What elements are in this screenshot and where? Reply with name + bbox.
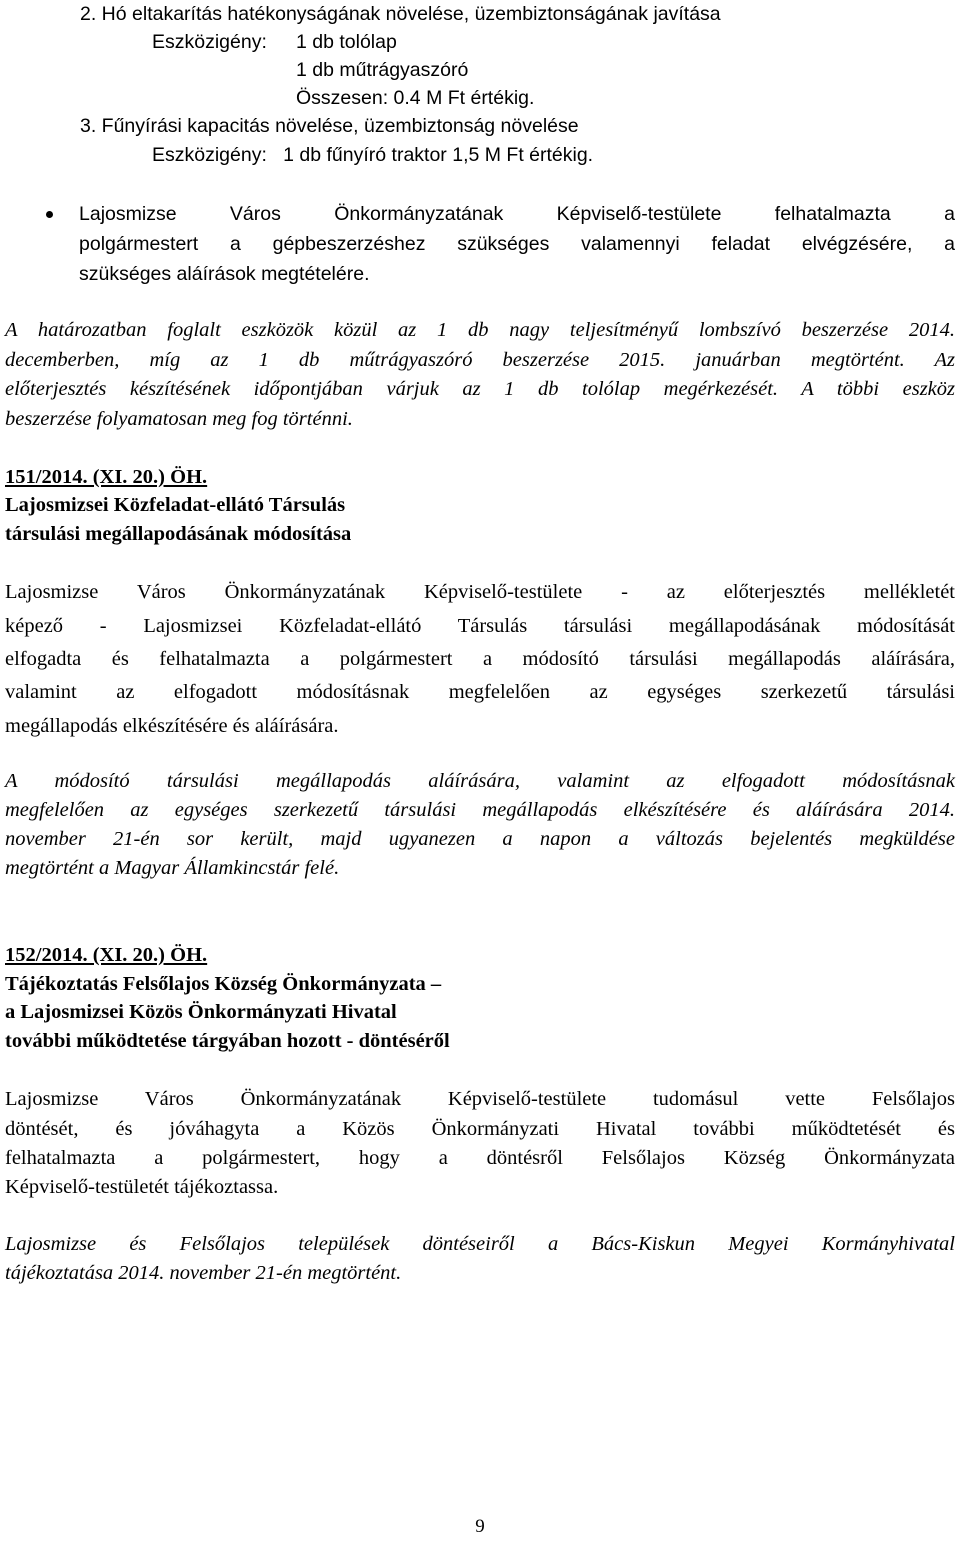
bullet-line-1: Lajosmizse Város Önkormányzatának Képviselő-testülete felhatalmazta a [79, 203, 955, 225]
note1-line-2: decemberben, míg az 1 db műtrágyaszóró beszerzése 2015. januárban megtörtént. Az [5, 349, 955, 371]
item2-need-label: Eszközigény: [152, 31, 267, 53]
note1-line-3: előterjesztés készítésének időpontjában várjuk az 1 db tolólap megérkezését. A többi eszköz [5, 378, 955, 400]
note1-line-4: beszerzése folyamatosan meg fog történni. [5, 408, 353, 430]
resolution-151-title-2: társulási megállapodásának módosítása [5, 523, 352, 545]
resolution-151-body-4: valamint az elfogadott módosításnak megfelelően az egységes szerkezetű társulási [5, 681, 955, 703]
resolution-152-body-3: felhatalmazta a polgármestert, hogy a döntésről Felsőlajos Község Önkormányzata [5, 1147, 955, 1169]
resolution-152-title-1: Tájékoztatás Felsőlajos Község Önkormányzata – [5, 973, 442, 995]
item2-title: 2. Hó eltakarítás hatékonyságának növelése, üzembiztonságának javítása [80, 3, 721, 25]
resolution-152-title-3: további működtetése tárgyában hozott - döntéséről [5, 1030, 450, 1052]
resolution-152-note-1: Lajosmizse és Felsőlajos települések döntéseiről a Bács-Kiskun Megyei Kormányhivatal [5, 1233, 955, 1255]
resolution-151-note-2: megfelelően az egységes szerkezetű társulási megállapodás elkészítésére és aláírására 2014. [5, 799, 955, 821]
resolution-152-body-4: Képviselő-testületét tájékoztassa. [5, 1176, 279, 1198]
resolution-151-note-1: A módosító társulási megállapodás aláírására, valamint az elfogadott módosításnak [5, 770, 955, 792]
resolution-152-note-2: tájékoztatása 2014. november 21-én megtörtént. [5, 1262, 402, 1284]
resolution-151-body-5: megállapodás elkészítésére és aláírására. [5, 715, 339, 737]
resolution-151-body-1: Lajosmizse Város Önkormányzatának Képviselő-testülete - az előterjesztés mellékletét [5, 581, 955, 603]
resolution-151-number: 151/2014. (XI. 20.) ÖH. [5, 466, 208, 488]
bullet-icon [46, 211, 53, 218]
resolution-152-body-1: Lajosmizse Város Önkormányzatának Képviselő-testülete tudomásul vette Felsőlajos [5, 1088, 955, 1110]
item2-need-2: 1 db műtrágyaszóró [296, 59, 469, 81]
resolution-151-title-1: Lajosmizsei Közfeladat-ellátó Társulás [5, 494, 346, 516]
resolution-152-title-2: a Lajosmizsei Közös Önkormányzati Hivatal [5, 1001, 397, 1023]
resolution-151-note-3: november 21-én sor került, majd ugyanezen a napon a változás bejelentés megküldése [5, 828, 955, 850]
note1-line-1: A határozatban foglalt eszközök közül az 1 db nagy teljesítményű lombszívó beszerzése 2014. [5, 319, 955, 341]
resolution-151-body-3: elfogadta és felhatalmazta a polgármestert a módosító társulási megállapodás aláírására, [5, 648, 955, 670]
item2-total: Összesen: 0.4 M Ft értékig. [296, 87, 535, 109]
item3-need: Eszközigény: 1 db fűnyíró traktor 1,5 M Ft értékig. [152, 144, 594, 166]
resolution-152-number: 152/2014. (XI. 20.) ÖH. [5, 944, 208, 966]
page-number: 9 [475, 1516, 485, 1537]
resolution-151-note-4: megtörtént a Magyar Államkincstár felé. [5, 857, 340, 879]
item2-need-1: 1 db tolólap [296, 31, 397, 53]
item3-title: 3. Fűnyírási kapacitás növelése, üzembiztonság növelése [80, 115, 579, 137]
resolution-151-body-2: képező - Lajosmizsei Közfeladat-ellátó Társulás társulási megállapodásának módosítását [5, 615, 955, 637]
bullet-line-2: polgármestert a gépbeszerzéshez szükséges valamennyi feladat elvégzésére, a [79, 233, 955, 255]
bullet-line-3: szükséges aláírások megtételére. [79, 263, 370, 285]
resolution-152-body-2: döntését, és jóváhagyta a Közös Önkormányzati Hivatal további működtetését és [5, 1118, 955, 1140]
